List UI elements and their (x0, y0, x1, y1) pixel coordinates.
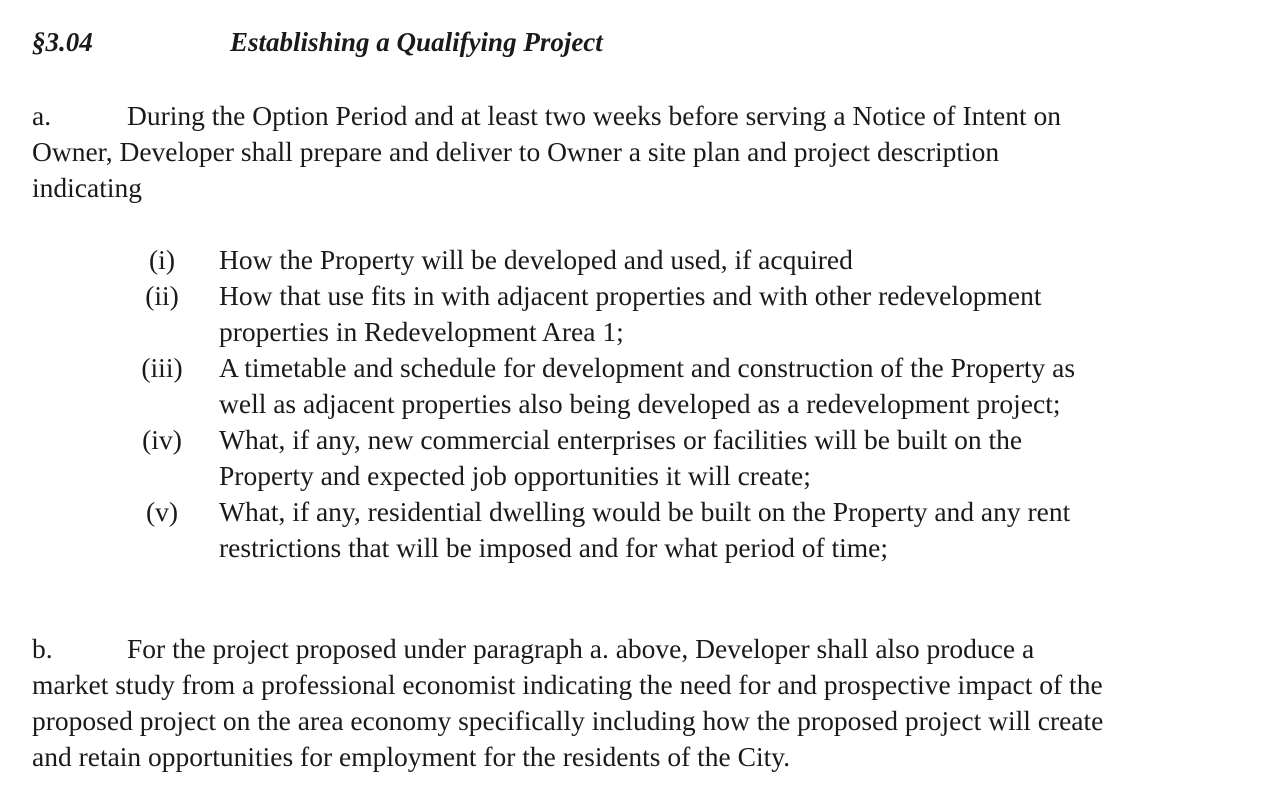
paragraph-line (32, 631, 1247, 667)
paragraph-marker: b. (32, 633, 53, 664)
list-item-line: Property and expected job opportunities it will create; (219, 460, 811, 491)
list-item (112, 278, 1242, 350)
list-item-text (219, 278, 1242, 350)
list-numeral: (i) (149, 244, 175, 275)
paragraph-line: Owner, Developer shall prepare and deliver to Owner a site plan and project description (32, 136, 1000, 167)
list-item (112, 494, 1242, 566)
paragraph-line: indicating (32, 172, 142, 203)
paragraph-line: proposed project on the area economy specifically including how the proposed project will create (32, 705, 1104, 736)
section-title: Establishing a Qualifying Project (230, 27, 603, 57)
section-heading (32, 27, 603, 58)
list-item-line: restrictions that will be imposed and for what period of time; (219, 532, 889, 563)
list-numeral: (ii) (145, 280, 179, 311)
list-numeral: (iii) (141, 352, 183, 383)
list-numeral: (iv) (142, 424, 182, 455)
paragraph-line (32, 98, 1247, 134)
list-item (112, 422, 1242, 494)
paragraph-line: and retain opportunities for employment for the residents of the City. (32, 741, 791, 772)
paragraph-text: For the project proposed under paragraph a. above, Developer shall also produce a (127, 633, 1035, 664)
list-item-text (219, 422, 1242, 494)
list-item-text (219, 242, 1242, 278)
list-item (112, 350, 1242, 422)
list-item-line: What, if any, residential dwelling would be built on the Property and any rent (219, 496, 1071, 527)
paragraph-marker: a. (32, 100, 52, 131)
list-item-line: well as adjacent properties also being developed as a redevelopment project; (219, 388, 1061, 419)
paragraph-a (32, 98, 1247, 206)
list-item (112, 242, 1242, 278)
list-item-line: properties in Redevelopment Area 1; (219, 316, 624, 347)
requirements-list (112, 242, 1242, 566)
list-item-line: A timetable and schedule for development and construction of the Property as (219, 352, 1076, 383)
list-item-line: How the Property will be developed and used, if acquired (219, 244, 853, 275)
paragraph-text: During the Option Period and at least two weeks before serving a Notice of Intent on (127, 100, 1061, 131)
list-item-text (219, 350, 1242, 422)
list-item-text (219, 494, 1242, 566)
paragraph-line: market study from a professional economist indicating the need for and prospective impact of the (32, 669, 1103, 700)
list-item-line: What, if any, new commercial enterprises or facilities will be built on the (219, 424, 1023, 455)
paragraph-b (32, 631, 1247, 775)
section-number: §3.04 (32, 27, 93, 57)
list-numeral: (v) (145, 496, 179, 527)
list-item-line: How that use fits in with adjacent properties and with other redevelopment (219, 280, 1042, 311)
